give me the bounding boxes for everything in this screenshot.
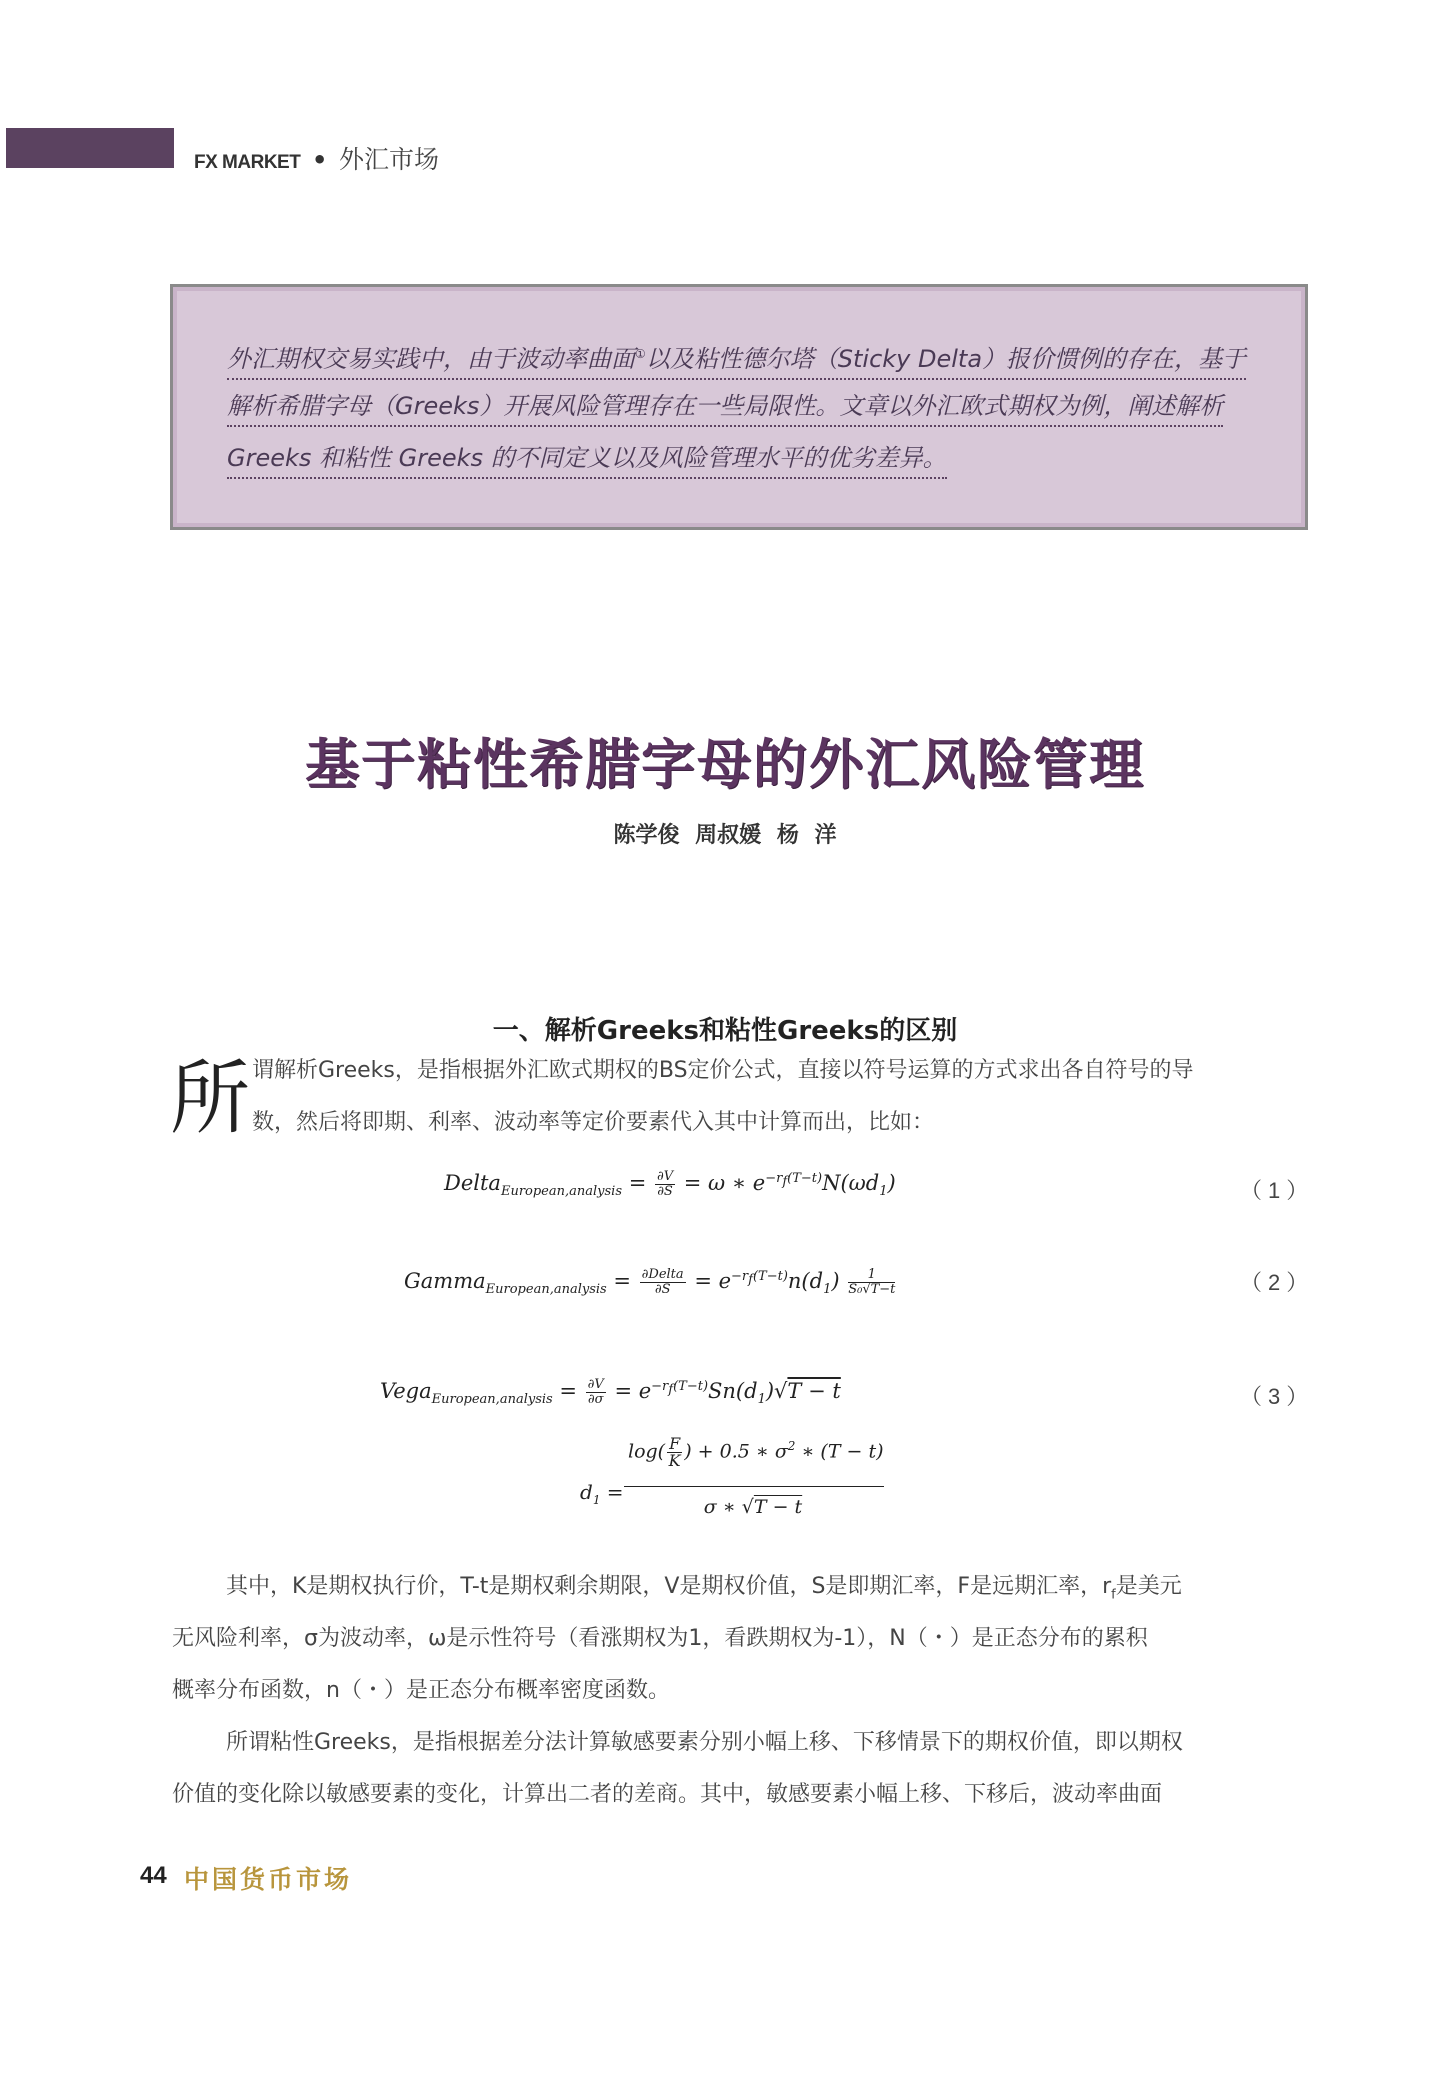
d1-denominator: σ ∗ √T − t [703, 1496, 803, 1518]
paragraph-2-line-1: 其中，K是期权执行价，T-t是期权剩余期限，V是期权价值，S是即期汇率，F是远期汇率，$r_f$是美元 [226, 1574, 1182, 1603]
page-number: 44 [140, 1862, 167, 1889]
section-heading: 一、解析Greeks和粘性Greeks的区别 [492, 1016, 958, 1046]
d1-lhs: $d_1$ = [580, 1480, 624, 1507]
abstract-line-1b: 以及粘性德尔塔（Sticky Delta）报价惯例的存在，基于 [645, 345, 1247, 373]
abstract-line-2: 解析希腊字母（Greeks）开展风险管理存在一些局限性。文章以外汇欧式期权为例，阐述解析 [227, 389, 1223, 427]
footnote-marker: ① [635, 347, 646, 361]
drop-cap: 所 [170, 1052, 250, 1145]
abstract-line-1 [227, 337, 1246, 380]
d1-fraction-bar [624, 1486, 884, 1487]
equation-number-2: （2） [1240, 1270, 1315, 1295]
paragraph-1-line-1: 谓解析Greeks，是指根据外汇欧式期权的BS定价公式，直接以符号运算的方式求出各自符号的导 [252, 1058, 1194, 1083]
d1-numerator: log( $\frac{F}{K}$ ) + 0.5 ∗ $\sigma^2$ ∗ (T − t) [628, 1434, 884, 1470]
paragraph-2-line-2: 无风险利率，σ为波动率，ω是示性符号（看涨期权为1，看跌期权为-1），N（・）是正态分布的累积 [172, 1626, 1148, 1651]
journal-name: 中国货币市场 [184, 1865, 353, 1894]
formula-gamma: Gamma$_{European,analysis}$ = $\frac{\text{∂Delta}}{\partial S}$ = $e^{-r_f(T-t)}n(d_1)$ $\frac{1}{\text{S₀√T−t}}$ [404, 1267, 896, 1298]
paragraph-1-line-2: 数，然后将即期、利率、波动率等定价要素代入其中计算而出，比如： [252, 1110, 935, 1135]
section-label-cn: 外汇市场 [338, 145, 439, 174]
equation-number-3: （3） [1240, 1384, 1315, 1409]
paragraph-3-line-1: 所谓粘性Greeks，是指根据差分法计算敏感要素分别小幅上移、下移情景下的期权价值，即以期权 [226, 1730, 1183, 1755]
abstract-line-1a: 外汇期权交易实践中，由于波动率曲面 [227, 345, 635, 373]
article-authors: 陈学俊 周叔媛 杨 洋 [613, 823, 837, 848]
abstract-box [170, 284, 1308, 530]
abstract-line-3: Greeks 和粘性 Greeks 的不同定义以及风险管理水平的优劣差异。 [227, 441, 947, 479]
equation-number-1: （1） [1240, 1178, 1315, 1203]
formula-delta: Delta$_{European,analysis}$ = $\frac{\partial V}{\partial S}$ = ω ∗ $e^{-r_f(T-t)}N(\omega d_1)$ [444, 1169, 896, 1200]
section-label-en: FX MARKET [194, 152, 301, 173]
section-label [194, 144, 439, 179]
section-color-bar [6, 128, 174, 168]
section-label-separator: • [311, 146, 328, 174]
article-title: 基于粘性希腊字母的外汇风险管理 [305, 733, 1145, 796]
paragraph-3-line-2: 价值的变化除以敏感要素的变化，计算出二者的差商。其中，敏感要素小幅上移、下移后，波动率曲面 [172, 1782, 1163, 1807]
formula-vega: Vega$_{European,analysis}$ = $\frac{\partial V}{\partial\sigma}$ = $e^{-r_f(T-t)}Sn(d_1)√T - t$ [380, 1377, 841, 1408]
paragraph-2-line-3: 概率分布函数，n（・）是正态分布概率密度函数。 [172, 1678, 670, 1703]
